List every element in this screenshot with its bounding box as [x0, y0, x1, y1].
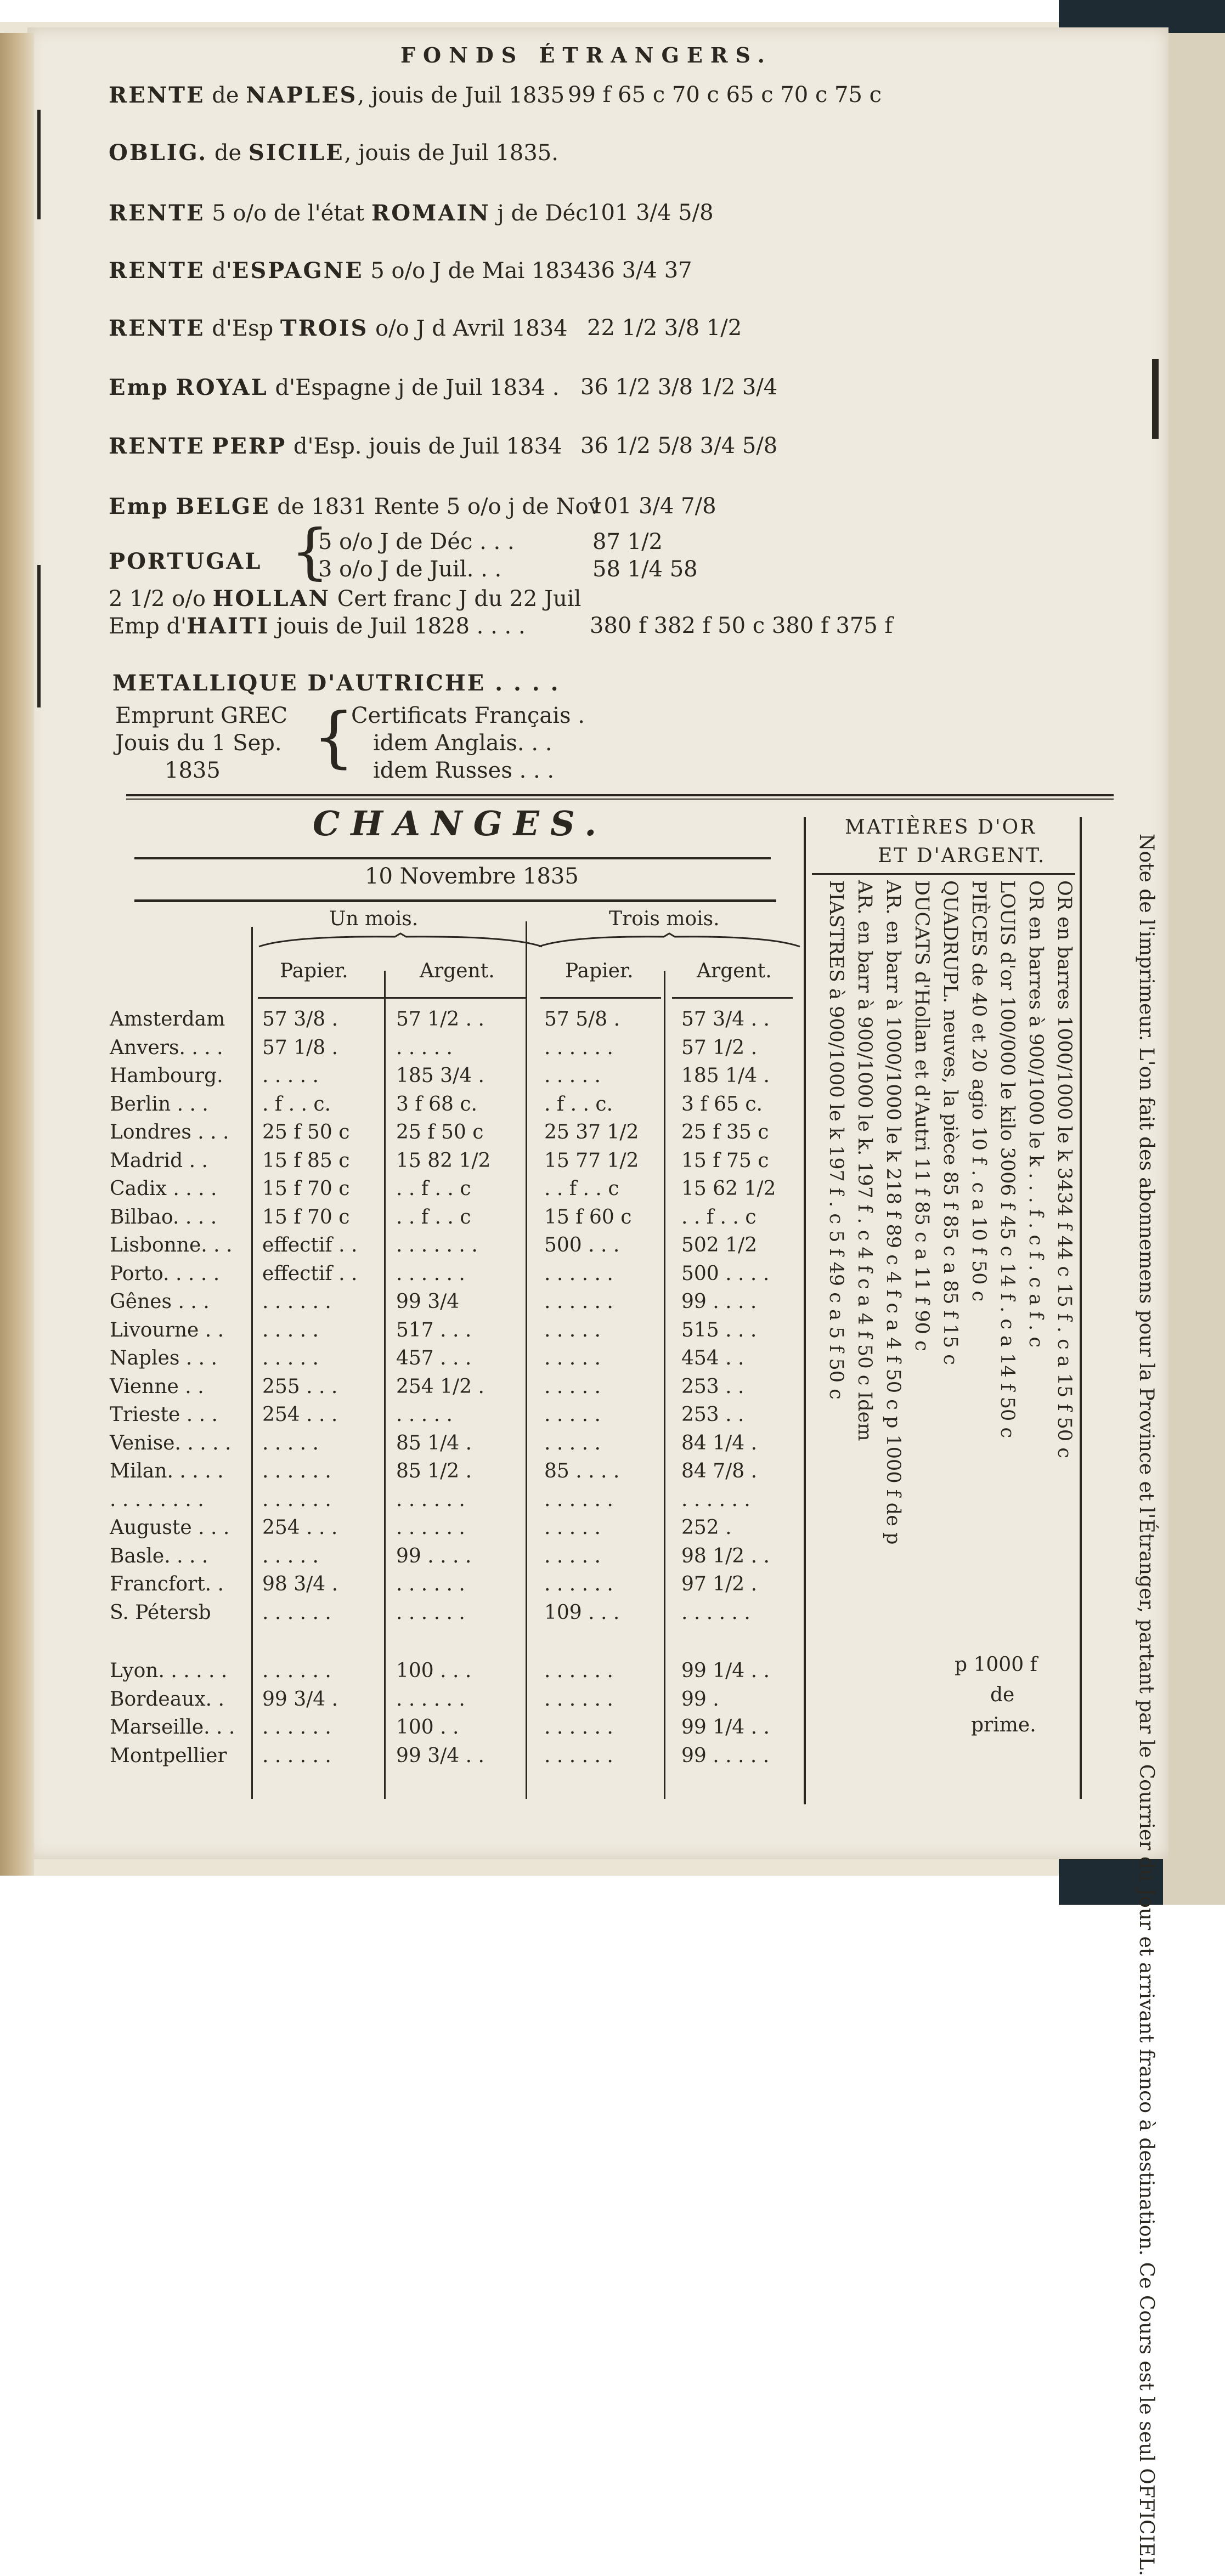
change-cell-um_p: . . . . . .: [262, 1601, 331, 1624]
matieres-line: QUADRUPL. neuves, la pièce 85 f 85 c a 85 f 15 c: [939, 880, 961, 1365]
fonds-row-mid: de: [207, 140, 249, 166]
change-cell-tm_p: 25 37 1/2: [544, 1121, 639, 1143]
change-cell-um_p: effectif . .: [262, 1234, 358, 1256]
change-cell-um_p: 99 3/4 .: [262, 1688, 338, 1711]
fonds-row-rest: d'Esp. jouis de Juil 1834: [286, 434, 562, 459]
change-cell-um_p: 15 f 85 c: [262, 1149, 350, 1172]
change-cell-tm_p: . . . . .: [544, 1544, 601, 1567]
matieres-line: DUCATS d'Hollan et d'Autri 11 f 85 c a 11 f 90 c: [911, 880, 933, 1351]
un-mois-header: Un mois.: [329, 908, 419, 930]
fonds-row-name: ROMAIN: [371, 200, 490, 226]
change-cell-um_a: 517 . . .: [396, 1318, 472, 1341]
show-through: [1015, 33, 1022, 58]
change-cell-tm_a: 185 1/4 .: [681, 1065, 770, 1087]
portugal-line-1: 5 o/o J de Déc . . .: [318, 529, 515, 554]
change-cell-um_a: 457 . . .: [396, 1347, 472, 1369]
change-cell-tm_p: . . . . . .: [544, 1716, 613, 1739]
change-cell-um_p: 254 . . .: [262, 1516, 338, 1539]
change-city: Francfort. .: [110, 1573, 224, 1595]
haiti-name: HAITI: [187, 613, 270, 639]
change-cell-tm_p: . . . . .: [544, 1065, 601, 1087]
fonds-row-values: 99 f 65 c 70 c 65 c 70 c 75 c: [568, 82, 882, 107]
change-cell-tm_p: . . . . . .: [544, 1290, 613, 1313]
fonds-row-name: ROYAL: [176, 375, 268, 400]
fonds-row-pre: RENTE: [109, 82, 205, 108]
change-cell-um_a: 15 82 1/2: [396, 1149, 491, 1172]
change-cell-tm_a: 3 f 65 c.: [681, 1092, 763, 1116]
change-city: S. Pétersb: [110, 1601, 211, 1624]
change-cell-um_a: . . . . . .: [396, 1516, 465, 1539]
fonds-row-rest: de 1831 Rente 5 o/o j de Nov: [270, 494, 601, 519]
change-cell-tm_p: . . . . .: [544, 1431, 601, 1454]
portugal-brace: {: [291, 516, 329, 586]
fonds-row: [109, 258, 588, 284]
change-cell-tm_p: . . . . . .: [544, 1744, 613, 1767]
change-city: Madrid . .: [110, 1149, 208, 1172]
change-cell-um_a: . . f . . c: [396, 1177, 471, 1200]
change-cell-um_a: 99 3/4: [396, 1290, 460, 1313]
tm-argent-header: Argent.: [697, 960, 772, 982]
margin-mark: [1152, 359, 1159, 439]
change-cell-um_p: 25 f 50 c: [262, 1121, 350, 1143]
change-city: Bordeaux. .: [110, 1688, 224, 1711]
change-cell-um_p: 15 f 70 c: [262, 1177, 350, 1200]
change-cell-um_p: . . . . .: [262, 1431, 319, 1454]
change-cell-tm_p: . . . . .: [544, 1516, 601, 1539]
change-cell-um_a: . . . . . .: [396, 1573, 465, 1595]
fonds-row-name: PERP: [212, 433, 287, 459]
change-cell-um_p: 57 3/8 .: [262, 1008, 338, 1031]
change-city: Bilbao. . . .: [110, 1205, 217, 1228]
col-divider: [526, 921, 527, 1799]
change-cell-um_p: . . . . .: [262, 1347, 319, 1369]
matieres-rule: [812, 873, 1075, 875]
grec-left-1: Emprunt GREC: [115, 703, 288, 728]
change-cell-um_p: 15 f 70 c: [262, 1205, 350, 1228]
fonds-row: [109, 375, 559, 400]
change-cell-um_p: . . . . .: [262, 1544, 319, 1567]
fonds-row-pre: RENTE: [109, 200, 205, 226]
change-cell-tm_a: 97 1/2 .: [681, 1573, 758, 1595]
fonds-row-values: 22 1/2 3/8 1/2: [587, 315, 742, 341]
fonds-row-name: NAPLES: [246, 82, 358, 108]
fonds-row: [109, 315, 568, 341]
change-cell-um_p: effectif . .: [262, 1262, 358, 1285]
grec-left-2: Jouis du 1 Sep.: [115, 731, 282, 756]
metallique-row: METALLIQUE D'AUTRICHE . . . .: [112, 670, 560, 696]
margin-mark: [37, 110, 41, 219]
change-cell-um_a: 100 . .: [396, 1716, 459, 1739]
matieres-line: AR. en barr à 1000/1000 le k 218 f 89 c 4 f c a 4 f 50 c p 1000 f de p: [882, 880, 904, 1545]
changes-rule-1: [134, 857, 771, 859]
matieres-line: PIÈCES de 40 et 20 agio 10 f . c a 10 f 50 c: [968, 880, 990, 1302]
fonds-row-name: TROIS: [280, 315, 369, 341]
change-cell-tm_p: 109 . . .: [544, 1601, 620, 1624]
change-cell-tm_p: 15 77 1/2: [544, 1149, 639, 1172]
change-cell-tm_p: . f . . c.: [544, 1092, 613, 1116]
fonds-row-rest: d'Espagne j de Juil 1834 .: [268, 375, 560, 400]
change-cell-um_a: . . . . .: [396, 1036, 453, 1059]
change-cell-um_p: . . . . . .: [262, 1290, 331, 1313]
change-cell-um_p: 57 1/8 .: [262, 1036, 338, 1059]
change-cell-um_a: . . . . . .: [396, 1262, 465, 1285]
haiti-pre: Emp d': [109, 614, 187, 639]
section-divider-vertical: [804, 817, 806, 1804]
change-cell-tm_a: 99 . . . . .: [681, 1744, 770, 1767]
fonds-row-values: 101 3/4 5/8: [587, 200, 714, 225]
col-rule: [672, 997, 793, 999]
change-cell-tm_a: 454 . .: [681, 1347, 744, 1369]
matieres-title-2: ET D'ARGENT.: [878, 845, 1046, 867]
change-cell-um_p: 254 . . .: [262, 1403, 338, 1426]
change-cell-tm_p: . . . . . .: [544, 1688, 613, 1711]
fonds-row-pre: RENTE: [109, 258, 205, 284]
fonds-row-mid: d'Esp: [205, 316, 280, 341]
matieres-line: OR en barres à 900/1000 le k . . . f . c f . c a f . c: [1025, 880, 1047, 1348]
next-page-edge: [1163, 33, 1225, 1905]
change-cell-um_p: . . . . .: [262, 1318, 319, 1341]
fonds-row-rest: , jouis de Juil 1835: [357, 83, 565, 108]
change-city: Anvers. . . .: [110, 1036, 223, 1059]
change-cell-tm_a: 500 . . . .: [681, 1262, 770, 1285]
fonds-row-name: BELGE: [176, 494, 270, 519]
fonds-row-name: ESPAGNE: [232, 258, 364, 284]
fonds-row: [109, 200, 588, 226]
change-cell-tm_a: 84 1/4 .: [681, 1431, 758, 1454]
matieres-line: PIASTRES à 900/1000 le k 197 f . c 5 f 49 c a 5 f 50 c: [825, 880, 847, 1400]
changes-date: 10 Novembre 1835: [365, 864, 579, 889]
change-cell-tm_p: . . . . . .: [544, 1573, 613, 1595]
change-city: Venise. . . . .: [110, 1431, 232, 1454]
portugal-value-2: 58 1/4 58: [592, 557, 698, 582]
grec-right-2: idem Anglais. . .: [373, 731, 552, 756]
change-cell-tm_p: . . . . .: [544, 1403, 601, 1426]
fonds-row-rest: 5 o/o J de Mai 1834: [363, 258, 588, 284]
portugal-value-1: 87 1/2: [592, 529, 663, 554]
change-cell-tm_a: . . . . . .: [681, 1601, 750, 1624]
prime-line-1: p 1000 f: [955, 1654, 1037, 1676]
change-cell-tm_p: . . . . . .: [544, 1660, 613, 1682]
fonds-row-mid: d': [205, 258, 232, 284]
matieres-line: LOUIS d'or 100/000 le kilo 3006 f 45 c 14 f . c a 14 f 50 c: [996, 880, 1018, 1439]
change-cell-um_a: 85 1/2 .: [396, 1460, 472, 1482]
fonds-row-pre: OBLIG.: [109, 140, 208, 166]
grec-brace: {: [313, 699, 355, 775]
fonds-row: [109, 82, 564, 108]
grec-right-3: idem Russes . . .: [373, 758, 555, 783]
change-city: Marseille. . .: [110, 1716, 235, 1739]
fonds-row-values: 36 1/2 5/8 3/4 5/8: [580, 433, 778, 458]
fonds-row-values: 36 1/2 3/8 1/2 3/4: [580, 375, 778, 400]
change-city: Berlin . . .: [110, 1092, 208, 1116]
change-cell-tm_p: . . . . .: [544, 1375, 601, 1398]
fonds-row-rest: o/o J d Avril 1834: [368, 316, 568, 341]
change-cell-um_p: . . . . . .: [262, 1660, 331, 1682]
col-rule: [258, 997, 389, 999]
haiti-rest: jouis de Juil 1828 . . . .: [269, 614, 526, 639]
change-city: Basle. . . .: [110, 1544, 208, 1567]
fonds-row-mid: [205, 434, 212, 459]
change-cell-tm_a: . . f . . c: [681, 1205, 757, 1228]
change-cell-um_a: 185 3/4 .: [396, 1065, 484, 1087]
um-argent-header: Argent.: [420, 960, 495, 982]
change-cell-tm_a: 99 .: [681, 1688, 719, 1711]
section-divider-vertical: [1080, 817, 1082, 1799]
change-cell-tm_p: . . . . .: [544, 1318, 601, 1341]
change-city: Trieste . . .: [110, 1403, 218, 1426]
change-cell-um_p: 98 3/4 .: [262, 1573, 338, 1595]
hollan-name: HOLLAN: [212, 586, 331, 612]
change-cell-um_p: . f . . c.: [262, 1092, 331, 1116]
change-city: Naples . . .: [110, 1347, 217, 1369]
change-cell-tm_p: . . . . . .: [544, 1036, 613, 1059]
matieres-title-1: MATIÈRES D'OR: [845, 816, 1037, 839]
change-cell-um_a: 99 3/4 . .: [396, 1744, 484, 1767]
matieres-line: AR. en barr à 900/1000 le k. 197 f . c 4 f c a 4 f 50 c Idem: [854, 880, 876, 1441]
grec-right-1: Certificats Français .: [351, 703, 585, 728]
fonds-row-pre: Emp: [109, 375, 169, 400]
fonds-row-pre: RENTE: [109, 315, 205, 341]
change-cell-um_a: 57 1/2 . .: [396, 1008, 484, 1031]
change-cell-um_a: . . . . . . .: [396, 1234, 478, 1256]
hollan-pre: 2 1/2 o/o: [109, 586, 213, 612]
change-cell-tm_p: 15 f 60 c: [544, 1205, 632, 1228]
trois-mois-brace: [538, 932, 801, 949]
change-cell-tm_p: . . f . . c: [544, 1177, 619, 1200]
col-rule: [540, 997, 661, 999]
fonds-row-rest: j de Déc: [490, 201, 588, 226]
fonds-row: [109, 494, 601, 519]
change-city: Lyon. . . . . .: [110, 1660, 228, 1682]
section-divider-thin: [126, 799, 1114, 800]
change-city: Hambourg.: [110, 1065, 223, 1087]
changes-title: CHANGES.: [313, 803, 608, 843]
change-city: Amsterdam: [110, 1008, 225, 1031]
change-city: Milan. . . . .: [110, 1460, 224, 1482]
change-cell-tm_a: 99 . . . .: [681, 1290, 757, 1313]
change-cell-tm_a: 515 . . .: [681, 1318, 757, 1341]
haiti-row: [109, 613, 526, 639]
change-cell-um_a: . . . . . .: [396, 1488, 465, 1511]
change-cell-tm_a: 99 1/4 . .: [681, 1660, 770, 1682]
fonds-row-pre: RENTE: [109, 433, 205, 459]
grec-left-3: 1835: [165, 758, 221, 783]
fonds-row-pre: Emp: [109, 494, 169, 519]
change-cell-um_a: . . . . .: [396, 1403, 453, 1426]
change-cell-tm_a: . . . . . .: [681, 1488, 750, 1511]
change-cell-tm_a: 57 3/4 . .: [681, 1008, 770, 1031]
change-cell-tm_p: 85 . . . .: [544, 1460, 620, 1482]
fonds-row-mid: [169, 375, 176, 400]
haiti-values: 380 f 382 f 50 c 380 f 375 f: [590, 613, 893, 638]
change-cell-um_p: 255 . . .: [262, 1375, 338, 1398]
fonds-row-mid: de: [205, 83, 246, 108]
change-city: Porto. . . . .: [110, 1262, 220, 1285]
change-cell-tm_p: . . . . . .: [544, 1262, 613, 1285]
change-cell-tm_p: . . . . .: [544, 1347, 601, 1369]
fonds-row: [109, 140, 558, 166]
fonds-row-values: 36 3/4 37: [587, 258, 692, 283]
change-cell-tm_a: 99 1/4 . .: [681, 1716, 770, 1739]
change-cell-tm_p: 500 . . .: [544, 1234, 620, 1256]
change-cell-um_p: . . . . . .: [262, 1488, 331, 1511]
change-cell-tm_a: 84 7/8 .: [681, 1460, 758, 1482]
portugal-name: PORTUGAL: [109, 548, 262, 574]
change-cell-tm_a: 15 f 75 c: [681, 1149, 769, 1172]
change-cell-um_p: . . . . . .: [262, 1716, 331, 1739]
change-cell-tm_a: 15 62 1/2: [681, 1177, 776, 1200]
hollan-rest: Cert franc J du 22 Juil: [330, 586, 582, 612]
change-cell-um_a: 25 f 50 c: [396, 1121, 484, 1143]
change-cell-tm_a: 98 1/2 . .: [681, 1544, 770, 1567]
change-cell-um_p: . . . . . .: [262, 1460, 331, 1482]
um-papier-header: Papier.: [280, 960, 348, 982]
fonds-row-rest: , jouis de Juil 1835.: [344, 140, 558, 166]
col-rule: [389, 997, 527, 999]
prime-line-3: prime.: [971, 1714, 1036, 1736]
col-divider: [664, 971, 665, 1799]
tm-papier-header: Papier.: [565, 960, 634, 982]
fonds-row-mid: 5 o/o de l'état: [205, 201, 371, 226]
change-cell-tm_a: 25 f 35 c: [681, 1121, 769, 1143]
fonds-row-mid: [169, 494, 176, 519]
change-city: Cadix . . . .: [110, 1177, 217, 1200]
portugal-line-2: 3 o/o J de Juil. . .: [318, 557, 502, 582]
change-city: Montpellier: [110, 1744, 227, 1767]
change-city: Livourne . .: [110, 1318, 224, 1341]
changes-rule-2: [134, 899, 776, 902]
change-cell-tm_a: 502 1/2: [681, 1234, 758, 1256]
change-cell-um_a: . . f . . c: [396, 1205, 471, 1228]
trois-mois-header: Trois mois.: [609, 908, 720, 930]
fonds-row-name: SICILE: [248, 140, 345, 166]
change-cell-um_a: . . . . . .: [396, 1688, 465, 1711]
change-cell-tm_a: 253 . .: [681, 1403, 744, 1426]
change-cell-tm_a: 57 1/2 .: [681, 1036, 758, 1059]
col-divider: [384, 971, 386, 1799]
change-city: Gênes . . .: [110, 1290, 210, 1313]
change-city: Londres . . .: [110, 1121, 229, 1143]
un-mois-brace: [258, 932, 543, 949]
fonds-row-values: 101 3/4 7/8: [590, 494, 716, 519]
fonds-etrangers-title: FONDS ÉTRANGERS.: [400, 43, 772, 67]
side-note: Note de l'imprimeur. L'on fait des abonnemens pour la Province et l'Étranger, partant par le Courrier du Jour et arrivant franco à destination. Ce Cours est le seul OFFICIEL.: [1135, 834, 1158, 2576]
change-cell-um_p: . . . . .: [262, 1065, 319, 1087]
change-city: Auguste . . .: [110, 1516, 230, 1539]
col-divider: [251, 927, 253, 1799]
change-cell-tm_p: 57 5/8 .: [544, 1008, 620, 1031]
change-cell-um_a: 100 . . .: [396, 1660, 472, 1682]
change-city: Vienne . .: [110, 1375, 204, 1398]
change-cell-tm_a: 252 .: [681, 1516, 732, 1539]
change-cell-tm_a: 253 . .: [681, 1375, 744, 1398]
prime-line-2: de: [990, 1684, 1015, 1706]
section-divider: [126, 794, 1114, 796]
change-cell-tm_p: . . . . . .: [544, 1488, 613, 1511]
portugal-label: [109, 548, 262, 574]
left-page-edge: [0, 33, 34, 1876]
change-cell-um_p: . . . . . .: [262, 1744, 331, 1767]
matieres-line: OR en barres 1000/1000 le k 3434 f 44 c 15 f . c a 15 f 50 c: [1053, 880, 1075, 1458]
change-cell-um_a: 85 1/4 .: [396, 1431, 472, 1454]
change-cell-um_a: . . . . . .: [396, 1601, 465, 1624]
change-city: Lisbonne. . .: [110, 1234, 233, 1256]
change-cell-um_a: 3 f 68 c.: [396, 1092, 477, 1116]
hollan-row: [109, 586, 581, 612]
fonds-row: [109, 433, 562, 459]
margin-mark: [37, 565, 41, 707]
change-cell-um_a: 254 1/2 .: [396, 1375, 484, 1398]
change-cell-um_a: 99 . . . .: [396, 1544, 472, 1567]
change-city: . . . . . . . .: [110, 1488, 204, 1511]
